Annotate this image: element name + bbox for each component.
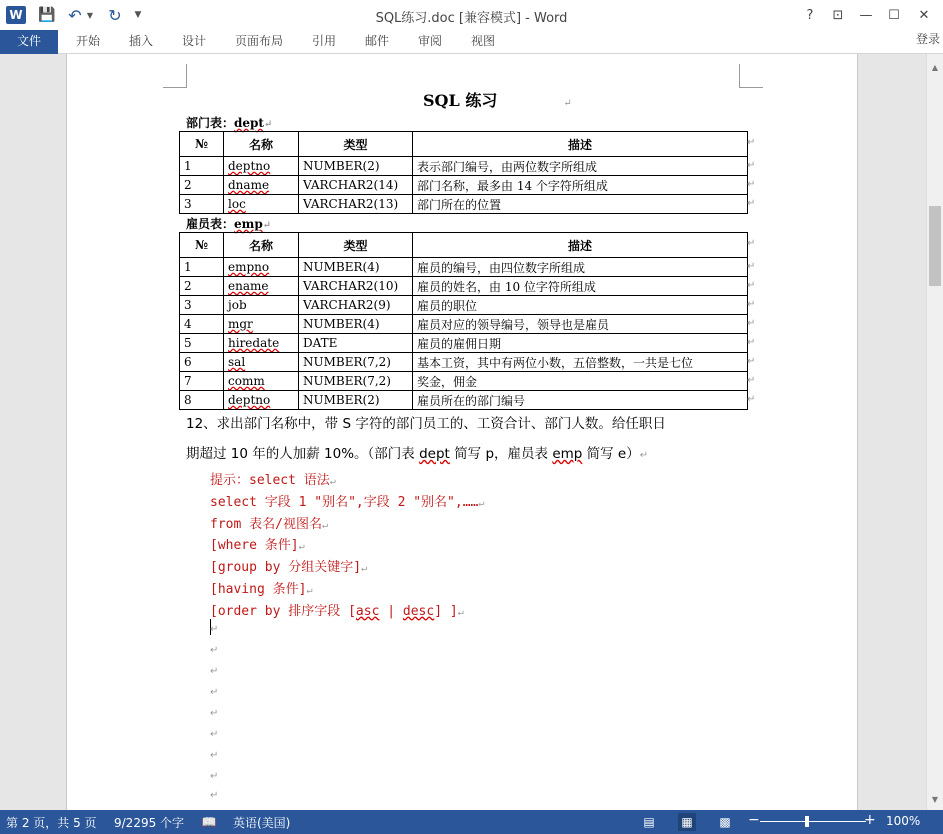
table-cell: ename [224, 277, 299, 296]
close-button[interactable]: ✕ [918, 7, 930, 23]
paragraph-mark: ↵ [210, 790, 219, 801]
page-count[interactable]: 第 2 页，共 5 页 [6, 816, 97, 830]
scroll-down-icon[interactable]: ▼ [931, 795, 939, 804]
table-row [180, 372, 748, 391]
question-line: 12、求出部门名称中，带 S 字符的部门员工的、工资合计、部门人数。给任职日 [186, 416, 666, 432]
ribbon-display-options-button[interactable]: ⊡ [832, 7, 844, 23]
paragraph-mark: ↵ [361, 563, 368, 575]
table-cell: 部门所在的位置 [413, 195, 748, 214]
header-cell: 描述 [413, 132, 748, 157]
table-cell: VARCHAR2(10) [299, 277, 413, 296]
table-cell: NUMBER(2) [299, 391, 413, 410]
print-layout-icon[interactable]: ▦ [678, 813, 696, 831]
question-text: 简写 p，雇员表 [449, 446, 553, 462]
paragraph-mark: ↵ [478, 497, 485, 509]
table-cell: 基本工资，其中有两位小数，五倍整数，一共是七位 [413, 353, 748, 372]
table-cell: 雇员对应的领导编号，领导也是雇员 [413, 315, 748, 334]
hint-line [210, 580, 484, 602]
ribbon-tabs [0, 30, 943, 54]
crop-mark [163, 64, 187, 88]
table-cell: deptno [224, 157, 299, 176]
header-cell: № [180, 132, 224, 157]
row-end-mark: ↵ [747, 299, 756, 310]
hint-text: [order by 排序字段 [ [210, 603, 356, 619]
table-cell: dname [224, 176, 299, 195]
row-end-mark: ↵ [747, 375, 756, 386]
paragraph-mark: ↵ [210, 645, 219, 656]
paragraph-mark: ↵ [639, 450, 649, 461]
table-cell: 1 [180, 258, 224, 277]
table-cell: NUMBER(2) [299, 157, 413, 176]
undo-dropdown-icon[interactable]: ▼ [86, 10, 94, 20]
header-cell: 类型 [299, 132, 413, 157]
header-cell: № [180, 233, 224, 258]
row-end-mark: ↵ [747, 318, 756, 329]
minimize-button[interactable]: — [859, 7, 873, 23]
table-cell: VARCHAR2(9) [299, 296, 413, 315]
table-cell: 2 [180, 277, 224, 296]
table-cell: mgr [224, 315, 299, 334]
sql-hint-block [210, 471, 484, 624]
zoom-out-button[interactable]: − [748, 812, 760, 828]
row-end-mark: ↵ [747, 394, 756, 405]
dept-table-label [186, 114, 272, 131]
crop-mark [739, 64, 763, 88]
question-text: 简写 e） [582, 446, 640, 462]
paragraph-mark: ↵ [329, 476, 336, 487]
paragraph-mark: ↵ [210, 666, 219, 677]
label-table-name: emp [234, 217, 263, 231]
tab-mailings[interactable]: 邮件 [364, 34, 389, 48]
row-end-mark: ↵ [747, 198, 756, 209]
emp-table [179, 232, 748, 410]
row-end-mark: ↵ [747, 356, 756, 367]
row-end-mark: ↵ [747, 261, 756, 272]
document-page[interactable] [66, 54, 858, 810]
tab-file[interactable]: 文件 [0, 30, 58, 54]
proofing-icon[interactable]: 📖 [201, 815, 217, 829]
table-row [180, 277, 748, 296]
document-canvas[interactable] [0, 54, 926, 810]
word-count[interactable]: 9/2295 个字 [114, 816, 185, 830]
table-cell: 3 [180, 296, 224, 315]
table-cell: 雇员的编号，由四位数字所组成 [413, 258, 748, 277]
table-row [180, 195, 748, 214]
table-cell: VARCHAR2(13) [299, 195, 413, 214]
tab-design[interactable]: 设计 [181, 34, 206, 48]
maximize-button[interactable]: ☐ [888, 7, 900, 23]
table-cell: VARCHAR2(14) [299, 176, 413, 195]
paragraph-mark: ↵ [210, 771, 219, 782]
heading-text: SQL 练习 [423, 91, 498, 110]
zoom-in-button[interactable]: + [864, 812, 876, 828]
read-mode-icon[interactable]: ▤ [643, 815, 655, 829]
hint-text: [having 条件] [210, 581, 307, 597]
title-bar [0, 0, 943, 30]
table-header-row [180, 233, 748, 258]
row-end-mark: ↵ [747, 337, 756, 348]
header-cell: 描述 [413, 233, 748, 258]
paragraph-mark: ↵ [210, 750, 219, 761]
table-cell: NUMBER(4) [299, 315, 413, 334]
document-heading [423, 88, 572, 111]
table-cell: 部门名称，最多由 14 个字符所组成 [413, 176, 748, 195]
hint-line [210, 558, 484, 580]
row-end-mark: ↵ [747, 179, 756, 190]
customize-quick-access-icon[interactable]: ▼ [134, 10, 142, 20]
question-line [186, 439, 746, 471]
table-cell: 3 [180, 195, 224, 214]
scroll-up-icon[interactable]: ▲ [931, 63, 939, 72]
row-end-mark: ↵ [747, 137, 756, 148]
header-cell: 名称 [224, 132, 299, 157]
paragraph-mark: ↵ [210, 624, 219, 635]
redo-icon[interactable]: ↻ [108, 5, 122, 25]
zoom-slider-thumb[interactable] [805, 816, 809, 827]
table-cell: job [224, 296, 299, 315]
status-bar [0, 810, 943, 834]
table-header-row [180, 132, 748, 157]
question-text: 期超过 10 年的人加薪 10%。（部门表 [186, 446, 420, 462]
label-prefix: 部门表： [186, 116, 235, 130]
paragraph-mark: ↵ [298, 541, 305, 553]
dept-table [179, 131, 748, 214]
web-layout-icon[interactable]: ▩ [719, 815, 731, 829]
hint-line [210, 515, 484, 537]
table-cell: NUMBER(7,2) [299, 353, 413, 372]
paragraph-mark: ↵ [306, 584, 313, 596]
table-cell: NUMBER(7,2) [299, 372, 413, 391]
table-cell: 雇员所在的部门编号 [413, 391, 748, 410]
hint-line [210, 602, 484, 624]
row-end-mark: ↵ [747, 280, 756, 291]
tab-references[interactable]: 引用 [311, 34, 336, 48]
row-end-mark: ↵ [747, 160, 756, 171]
table-row [180, 258, 748, 277]
paragraph-mark: ↵ [210, 687, 219, 698]
sign-in-link[interactable]: 登录 [915, 32, 940, 46]
vertical-scrollbar[interactable] [926, 54, 943, 810]
label-table-name: dept [234, 116, 264, 130]
scroll-thumb[interactable] [929, 206, 941, 286]
help-button[interactable]: ? [806, 7, 814, 23]
emp-table-label [186, 215, 271, 232]
table-cell: 2 [180, 176, 224, 195]
table-row [180, 315, 748, 334]
table-cell: sal [224, 353, 299, 372]
header-cell: 类型 [299, 233, 413, 258]
hint-text: select 字段 1 "别名",字段 2 "别名",…… [210, 494, 479, 510]
hint-text: [where 条件] [210, 538, 299, 554]
table-cell: 雇员的职位 [413, 296, 748, 315]
hint-text: asc [355, 603, 380, 619]
table-row [180, 391, 748, 410]
hint-text: ] ] [434, 603, 458, 619]
table-cell: 5 [180, 334, 224, 353]
paragraph-mark: ↵ [262, 220, 272, 231]
row-end-mark: ↵ [747, 238, 756, 249]
save-icon[interactable]: 💾 [38, 7, 56, 23]
hint-text: desc [402, 603, 435, 619]
table-row [180, 176, 748, 195]
hint-line [210, 493, 484, 515]
language-indicator[interactable]: 英语(美国) [233, 816, 291, 830]
label-prefix: 雇员表： [186, 217, 235, 231]
undo-icon[interactable]: ↶ [68, 5, 82, 25]
question-12 [186, 409, 746, 471]
table-cell: empno [224, 258, 299, 277]
table-cell: 4 [180, 315, 224, 334]
table-row [180, 353, 748, 372]
table-cell: 雇员的姓名，由 10 位字符所组成 [413, 277, 748, 296]
table-cell: 奖金，佣金 [413, 372, 748, 391]
hint-text: from 表名/视图名 [210, 516, 322, 532]
table-cell: NUMBER(4) [299, 258, 413, 277]
table-cell: loc [224, 195, 299, 214]
paragraph-mark: ↵ [263, 119, 273, 130]
table-cell: comm [224, 372, 299, 391]
tab-view[interactable]: 视图 [470, 34, 495, 48]
table-cell: 8 [180, 391, 224, 410]
question-text: emp [552, 446, 583, 462]
word-logo-icon: W [6, 6, 26, 24]
window-title: SQL练习.doc [兼容模式] - Word [375, 11, 568, 26]
table-cell: 雇员的雇佣日期 [413, 334, 748, 353]
hint-line [210, 536, 484, 558]
table-row [180, 157, 748, 176]
table-cell: 7 [180, 372, 224, 391]
tab-insert[interactable]: 插入 [128, 34, 153, 48]
table-cell: deptno [224, 391, 299, 410]
hint-text: | [379, 603, 403, 619]
zoom-level[interactable]: 100% [886, 814, 921, 828]
tab-home[interactable]: 开始 [75, 34, 100, 48]
header-cell: 名称 [224, 233, 299, 258]
tab-page-layout[interactable]: 页面布局 [234, 34, 283, 48]
table-cell: 6 [180, 353, 224, 372]
hint-text: 提示：select 语法 [210, 473, 330, 488]
paragraph-mark: ↵ [210, 729, 219, 740]
tab-review[interactable]: 审阅 [417, 34, 442, 48]
table-cell: hiredate [224, 334, 299, 353]
paragraph-mark: ↵ [457, 606, 464, 618]
zoom-slider[interactable] [760, 821, 866, 822]
table-cell: 1 [180, 157, 224, 176]
paragraph-mark: ↵ [321, 519, 328, 531]
table-row [180, 296, 748, 315]
table-cell: DATE [299, 334, 413, 353]
hint-line [210, 471, 484, 493]
paragraph-mark: ↵ [210, 708, 219, 719]
table-row [180, 334, 748, 353]
table-cell: 表示部门编号，由两位数字所组成 [413, 157, 748, 176]
hint-text: [group by 分组关键字] [210, 560, 362, 576]
question-text: dept [419, 446, 450, 462]
paragraph-mark: ↵ [563, 98, 572, 109]
